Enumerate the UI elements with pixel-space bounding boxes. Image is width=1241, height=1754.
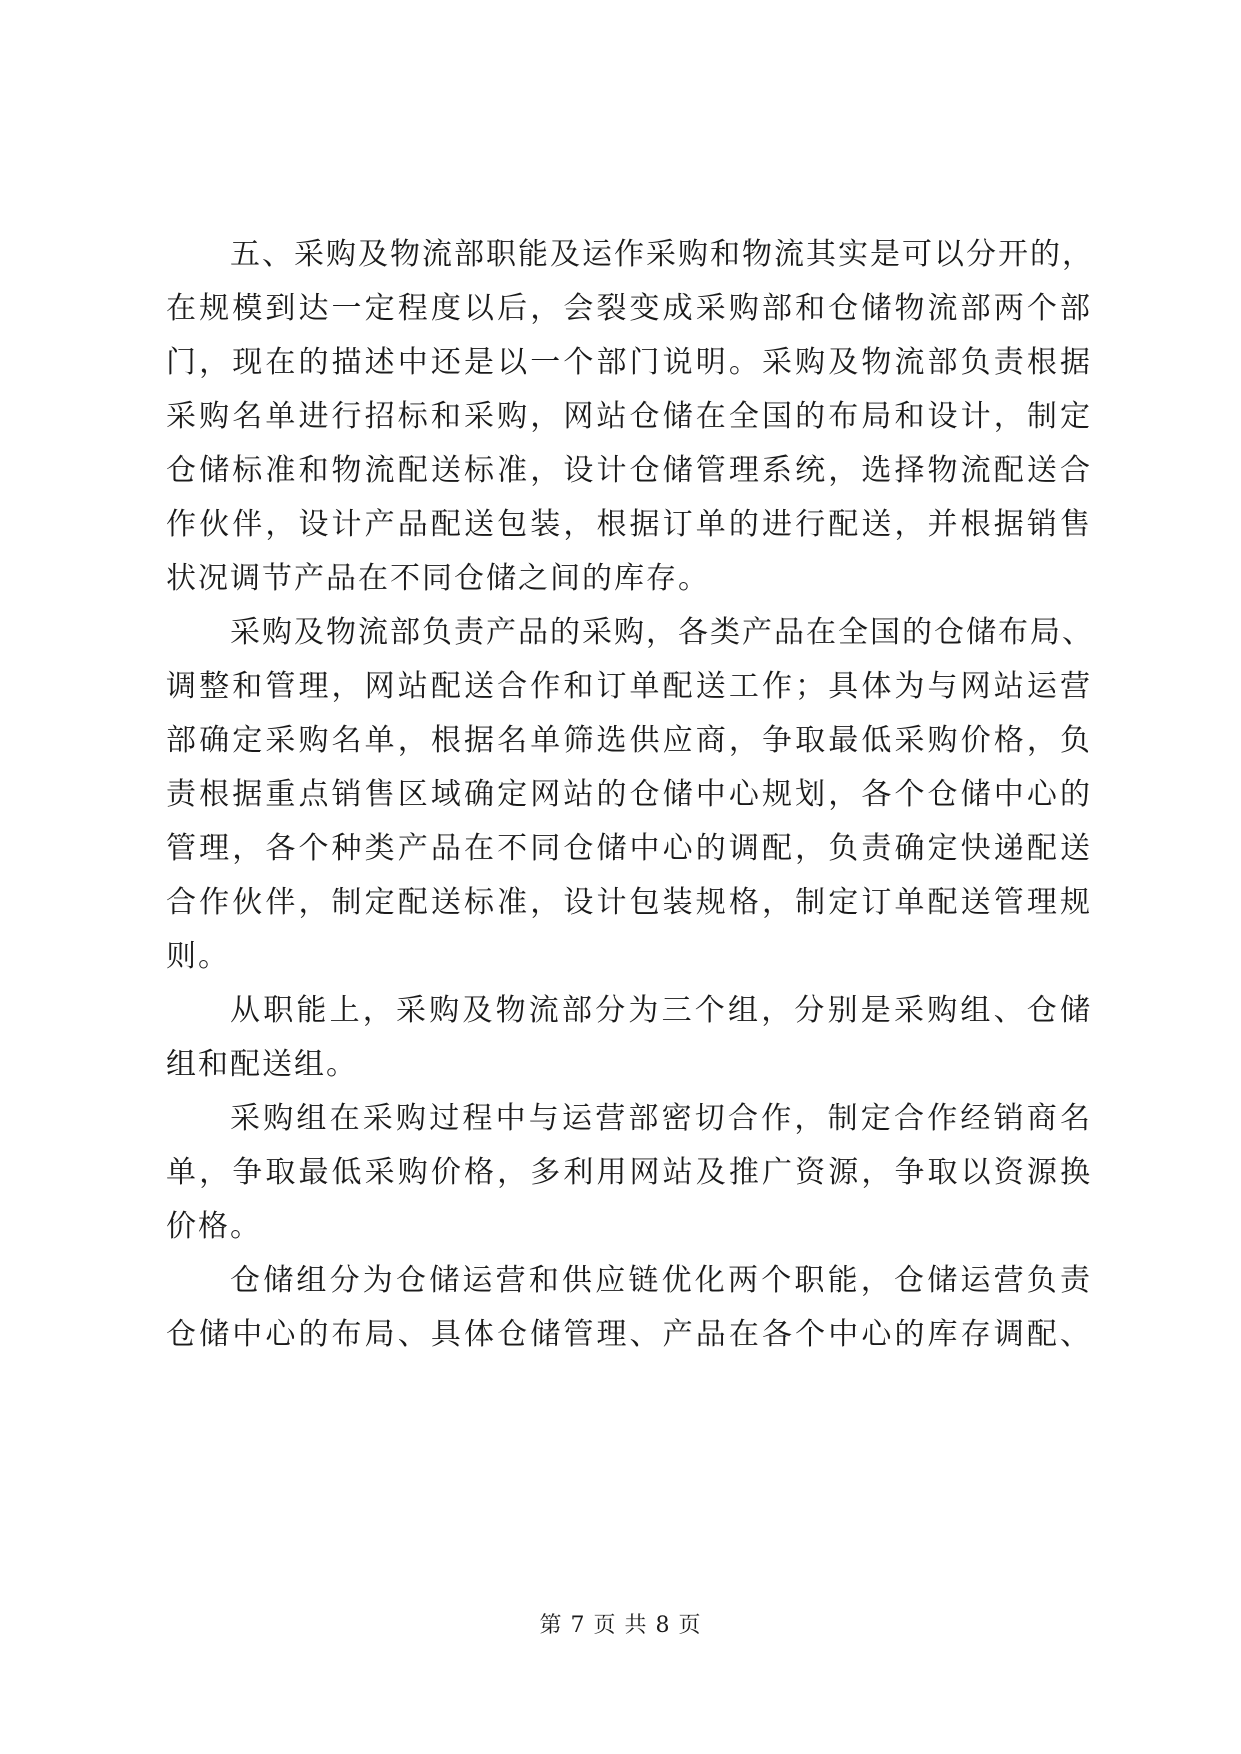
text-line: 五、采购及物流部职能及运作采购和物流其实是可以分开的， (230, 237, 1094, 272)
text-line: 组和配送组。 (166, 1047, 358, 1082)
text-line: 仓储组分为仓储运营和供应链优化两个职能，仓储运营负责 (230, 1263, 1092, 1298)
text-line: 责根据重点销售区域确定网站的仓储中心规划，各个仓储中心的 (166, 777, 1092, 812)
text-line: 单，争取最低采购价格，多利用网站及推广资源，争取以资源换 (166, 1155, 1092, 1190)
text-line: 采购名单进行招标和采购，网站仓储在全国的布局和设计，制定 (166, 399, 1092, 434)
text-line: 则。 (166, 939, 230, 974)
page-footer: 第 7 页 共 8 页 (539, 1613, 702, 1638)
text-line: 采购及物流部负责产品的采购，各类产品在全国的仓储布局、 (230, 615, 1094, 650)
text-line: 在规模到达一定程度以后，会裂变成采购部和仓储物流部两个部 (166, 291, 1092, 326)
body-text (166, 228, 1092, 1362)
text-line: 从职能上，采购及物流部分为三个组，分别是采购组、仓储 (230, 993, 1092, 1028)
text-line: 管理，各个种类产品在不同仓储中心的调配，负责确定快递配送 (166, 831, 1092, 866)
text-line: 仓储标准和物流配送标准，设计仓储管理系统，选择物流配送合 (166, 453, 1092, 488)
text-line: 状况调节产品在不同仓储之间的库存。 (166, 561, 710, 596)
text-line: 作伙伴，设计产品配送包装，根据订单的进行配送，并根据销售 (166, 507, 1092, 542)
text-line: 价格。 (166, 1209, 262, 1244)
text-line: 合作伙伴，制定配送标准，设计包装规格，制定订单配送管理规 (166, 885, 1092, 920)
text-line: 部确定采购名单，根据名单筛选供应商，争取最低采购价格，负 (166, 723, 1092, 758)
text-line: 门，现在的描述中还是以一个部门说明。采购及物流部负责根据 (166, 345, 1092, 380)
text-line: 采购组在采购过程中与运营部密切合作，制定合作经销商名 (230, 1101, 1092, 1136)
text-line: 调整和管理，网站配送合作和订单配送工作；具体为与网站运营 (166, 669, 1092, 704)
text-line: 仓储中心的布局、具体仓储管理、产品在各个中心的库存调配、 (166, 1317, 1092, 1352)
